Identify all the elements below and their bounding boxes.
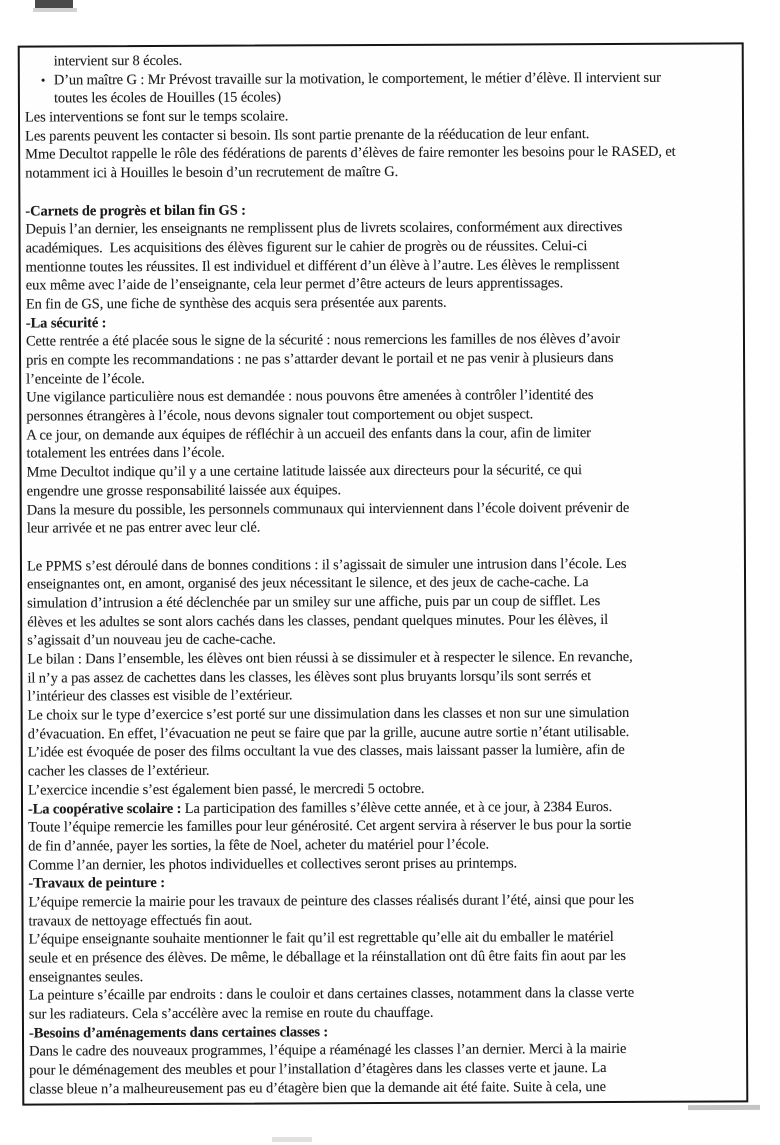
document-line: -Travaux de peinture : <box>28 875 165 892</box>
document-line: A ce jour, on demande aux équipes de réfléchir à un accueil des enfants dans la cour, afin de limiter <box>26 424 591 444</box>
document-line: notamment ici à Houilles le besoin d’un recrutement de maître G. <box>25 164 399 182</box>
document-line: de fin d’année, payer les sorties, la fête de Noel, acheter du matériel pour l’école. <box>28 836 490 855</box>
document-line: leur arrivée et ne pas entrer avec leur clé. <box>26 519 261 537</box>
document-line: élèves et les adultes se sont alors cachés dans les classes, pendant quelques minutes. Pour les élèves, il <box>27 611 609 631</box>
document-line: pris en compte les recommandations : ne pas s’attarder devant le portail et ne pas venir à plusieurs dans <box>26 349 614 369</box>
document-line: -La sécurité : <box>25 314 107 332</box>
document-line: Comme l’an dernier, les photos individuelles et collectives seront prises au printemps. <box>28 854 518 874</box>
document-line: cacher les classes de l’extérieur. <box>27 762 210 780</box>
document-line: En fin de GS, une fiche de synthèse des acquis sera présentée aux parents. <box>25 294 447 313</box>
document-line: -Carnets de progrès et bilan fin GS : <box>25 202 246 220</box>
document-line: Le choix sur le type d’exercice s’est porté sur une dissimulation dans les classes et non sur une simulation <box>27 704 630 724</box>
document-line: L’exercice incendie s’est également bien passé, le mercredi 5 octobre. <box>27 780 425 799</box>
document-line: Les interventions se font sur le temps scolaire. <box>24 108 289 126</box>
document-line: enseignantes seules. <box>28 968 144 986</box>
document-line: personnes étrangères à l’école, nous devons signaler tout comportement ou objet suspect. <box>26 406 534 425</box>
document-line: pour le déménagement des meubles et pour l’installation d’étagères dans les classes verte et jaune. La <box>29 1060 607 1079</box>
scan-edge-shadow-bottom-right <box>688 1105 760 1110</box>
scan-smudge-bottom <box>272 1137 312 1142</box>
section-heading-inline: -La coopérative scolaire : <box>27 800 182 818</box>
document-line: enseignantes ont, en amont, organisé des jeux nécessitant le silence, et des jeux de cache-cache. La <box>27 574 589 593</box>
document-line: l’intérieur des classes est visible de l’extérieur. <box>27 687 293 705</box>
document-line: La peinture s’écaille par endroits : dans le couloir et dans certaines classes, notamment dans la classe verte <box>28 985 635 1004</box>
document-text <box>25 49 741 1099</box>
document-line: -Besoins d’aménagements dans certaines classes : <box>28 1023 329 1042</box>
scan-artifact-top-shadow <box>33 8 77 12</box>
document-line: Mme Decultot rappelle le rôle des fédérations de parents d’élèves de faire remonter les besoins pour le RASED, et <box>25 144 676 163</box>
document-line: Cette rentrée a été placée sous le signe de la sécurité : nous remercions les familles de nos élèves d’avoir <box>25 331 620 350</box>
document-line: L’idée est évoquée de poser des films occultant la vue des classes, mais laissant passer la lumière, afin de <box>27 742 625 761</box>
document-line: Une vigilance particulière nous est demandée : nous pouvons être amenées à contrôler l’identité des <box>26 387 594 406</box>
paragraph-text: La participation des familles s’élève cette année, et à ce jour, à 2384 Euros. <box>181 798 613 817</box>
document-line <box>25 68 736 90</box>
document-line: totalement les entrées dans l’école. <box>26 445 225 462</box>
document-line: Les parents peuvent les contacter si besoin. Ils sont partie prenante de la rééducation de leur enfant. <box>25 125 590 145</box>
document-line: Toute l’équipe remercie les familles pour leur générosité. Cet argent servira à réserver le bus pour la sortie <box>28 817 632 836</box>
document-line: il n’y a pas assez de cachettes dans les classes, les élèves sont plus bruyants lorsqu’ils sont serrés et <box>27 667 592 687</box>
document-line: L’équipe enseignante souhaite mentionner le fait qu’il est regrettable qu’elle ait du emballer le matériel <box>28 929 614 948</box>
document-line: Depuis l’an dernier, les enseignants ne remplissent plus de livrets scolaires, conformément aux directives <box>25 219 623 238</box>
document-line: Le bilan : Dans l’ensemble, les élèves ont bien réussi à se dissimuler et à respecter le silence. En revanche, <box>27 648 633 668</box>
document-line: eux même avec l’aide de l’enseignante, cela leur permet d’être acteurs de leurs apprentissages. <box>25 275 564 294</box>
document-line: intervient sur 8 écoles. <box>53 52 183 70</box>
document-line: sur les radiateurs. Cela s’accélère avec la remise en route du chauffage. <box>28 1004 434 1023</box>
document-line: simulation d’intrusion a été déclenchée par un smiley sur une affiche, puis par un coup de sifflet. Les <box>27 592 601 612</box>
document-line: engendre une grosse responsabilité laissée aux équipes. <box>26 481 341 500</box>
document-line: classe bleue n’a malheureusement pas eu d’étagère bien que la demande ait été faite. Suite à cela, une <box>29 1078 607 1098</box>
document-line: académiques. Les acquisitions des élèves figurent sur le cahier de progrès ou de réussites. Celui-ci <box>25 237 588 257</box>
document-line: toutes les écoles de Houilles (15 écoles) <box>53 89 281 107</box>
document-line: Dans la mesure du possible, les personnels communaux qui interviennent dans l’école doivent prévenir de <box>26 499 630 519</box>
scan-artifact-top <box>35 0 73 8</box>
document-line: Le PPMS s’est déroulé dans de bonnes conditions : il s’agissait de simuler une intrusion dans l’école. Les <box>26 555 627 575</box>
document-line: travaux de nettoyage effectués fin aout. <box>28 912 253 930</box>
bullet-icon: • <box>40 72 46 88</box>
document-line: Dans le cadre des nouveaux programmes, l’équipe a réaménagé les classes l’an dernier. Merci à la mairie <box>29 1041 627 1060</box>
document-line: L’équipe remercie la mairie pour les travaux de peinture des classes réalisés durant l’été, ainsi que pour les <box>28 891 634 911</box>
bullet-text: D’un maître G : Mr Prévost travaille sur la motivation, le comportement, le métier d’élève. Il intervient sur <box>53 69 661 89</box>
document-line: mentionne toutes les réussites. Il est individuel et différent d’un élève à l’autre. Les élèves le remplissent <box>25 256 620 276</box>
document-line: seule et en présence des élèves. De même, le déballage et la réinstallation ont dû être faits fin aout par les <box>28 947 626 967</box>
scanned-document-page <box>18 42 749 1105</box>
document-line: s’agissait d’un nouveau jeu de cache-cache. <box>27 631 276 649</box>
document-line: l’enceinte de l’école. <box>26 370 145 388</box>
document-line: d’évacuation. En effet, l’évacuation ne peut se faire que par la grille, aucune autre sortie n’étant utilisable. <box>27 723 630 743</box>
document-line: Mme Decultot indique qu’il y a une certaine latitude laissée aux directeurs pour la sécurité, ce qui <box>26 462 582 481</box>
